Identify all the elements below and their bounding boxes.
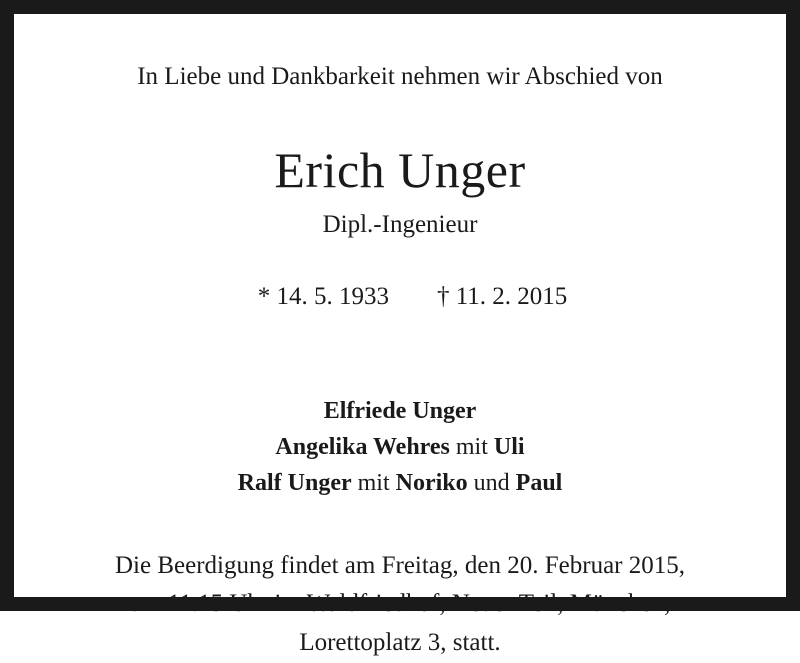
- intro-text: In Liebe und Dankbarkeit nehmen wir Abschied von: [137, 63, 663, 90]
- mourner-line: [238, 393, 563, 429]
- mourner-name-secondary: Noriko: [395, 469, 468, 496]
- mourner-name-secondary: Uli: [493, 433, 525, 460]
- mourner-connector: mit: [449, 433, 494, 460]
- deceased-profession: Dipl.-Ingenieur: [322, 210, 478, 238]
- funeral-line: Lorettoplatz 3, statt.: [299, 629, 501, 656]
- life-dates: [233, 255, 568, 339]
- mourner-line: [238, 465, 563, 501]
- deceased-name: Erich Unger: [274, 142, 526, 198]
- mourners-list: [238, 393, 563, 501]
- mourner-name-tertiary: Paul: [515, 469, 563, 496]
- mourner-name: Angelika Wehres: [275, 433, 450, 460]
- death-date: † 11. 2. 2015: [436, 282, 568, 310]
- mourner-line: [238, 429, 563, 465]
- birth-date: * 14. 5. 1933: [257, 282, 389, 310]
- mourner-connector: mit: [351, 469, 396, 496]
- mourner-name: Ralf Unger: [237, 469, 352, 496]
- funeral-details: [115, 547, 685, 663]
- funeral-line: um 11.15 Uhr im Waldfriedhof, Neuer Teil, München,: [129, 590, 671, 618]
- funeral-line: Die Beerdigung findet am Freitag, den 20. Februar 2015,: [115, 551, 685, 579]
- mourner-name: Elfriede Unger: [323, 397, 477, 424]
- mourner-connector-secondary: und: [467, 469, 516, 496]
